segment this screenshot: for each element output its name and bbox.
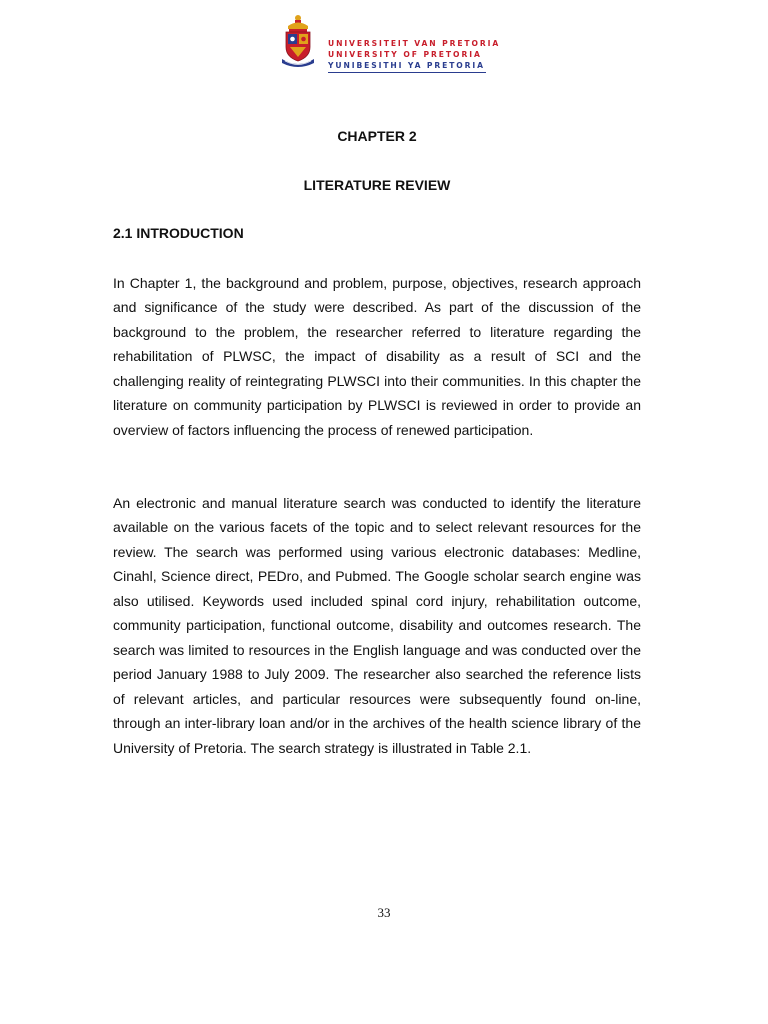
body-paragraph-2: An electronic and manual literature search was conducted to identify the literature available on the various facets of the topic and to select relevant resources for the review. The search was performed using various electronic databases: Medline, Cinahl, Science direct, PEDro, and Pubmed. The Google scholar search engine was also utilised. Keywords used included spinal cord injury, rehabilitation outcome, community participation, functional outcome, disability and outcomes research. The search was limited to resources in the English language and was conducted over the period January 1988 to July 2009. The researcher also searched the reference lists of relevant articles, and particular resources were subsequently found on-line, through an inter-library loan and/or in the archives of the health science library of the University of Pretoria. The search strategy is illustrated in Table 2.1. (113, 495, 641, 756)
logo-underline (328, 72, 486, 73)
body-paragraph-1: In Chapter 1, the background and problem, purpose, objectives, research approach and significance of the study were described. As part of the discussion of the background to the problem, the researcher referred to literature regarding the rehabilitation of PLWSC, the impact of disability as a result of SCI and the challenging reality of reintegrating PLWSCI into their communities. In this chapter the literature on community participation by PLWSCI is reviewed in order to provide an overview of factors influencing the process of renewed participation. (113, 275, 641, 438)
chapter-number: CHAPTER 2 (337, 128, 417, 144)
logo-line-sepedi: YUNIBESITHI YA PRETORIA (328, 61, 485, 70)
university-logo (280, 13, 501, 71)
logo-line-afrikaans: UNIVERSITEIT VAN PRETORIA (328, 39, 501, 48)
page-number: 33 (377, 905, 391, 920)
university-crest-icon (280, 13, 316, 69)
logo-text (328, 38, 501, 73)
chapter-title: LITERATURE REVIEW (303, 177, 451, 193)
section-heading: 2.1 INTRODUCTION (113, 225, 244, 241)
logo-line-english: UNIVERSITY OF PRETORIA (328, 50, 482, 59)
